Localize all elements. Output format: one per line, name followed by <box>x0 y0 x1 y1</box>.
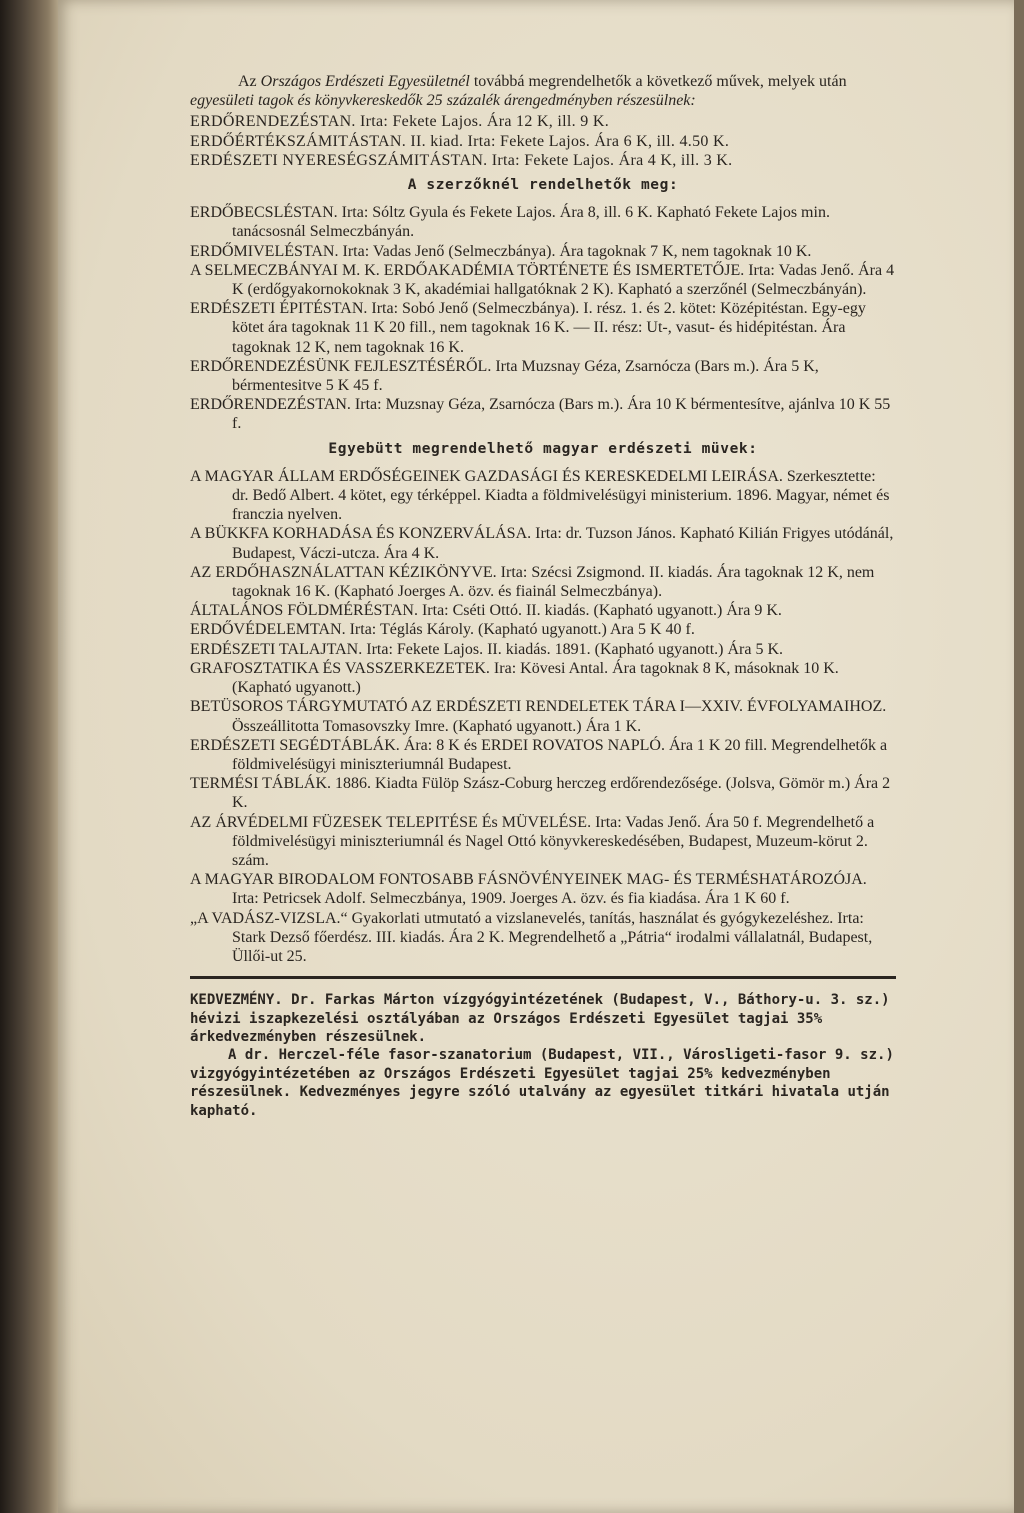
page-edge <box>1014 0 1024 1513</box>
book-entry: ERDÉSZETI SEGÉDTÁBLÁK. Ára: 8 K és ERDEI ROVATOS NAPLÓ. Ára 1 K 20 fill. Megrendelhetők a földmivelésügyi miniszteriumnál Budapest. <box>190 736 888 773</box>
book-entry: AZ ERDŐHASZNÁLATTAN KÉZIKÖNYVE. Irta: Szécsi Zsigmond. II. kiadás. Ára tagoknak 12 K, nem tagoknak 16 K. (Kapható Joerges A. özv. és fiainál Selmeczbánya). <box>190 563 875 601</box>
book-entry: ERDŐBECSLÉSTAN. Irta: Sóltz Gyula és Fekete Lajos. Ára 8, ill. 6 K. Kapható Fekete Lajos min. tanácsosnál Selmeczbányán. <box>190 204 830 241</box>
book-entry: ERDŐRENDEZÉSÜNK FEJLESZTÉSÉRŐL. Irta Muzsnay Géza, Zsarnócza (Bars m.). Ára 5 K, bérmentesitve 5 K 45 f. <box>190 357 819 395</box>
book-entry: A BÜKKFA KORHADÁSA ÉS KONZERVÁLÁSA. Irta: dr. Tuzson János. Kapható Kilián Frigyes utódánál, Budapest, Váczi-utcza. Ára 4 K. <box>190 525 894 562</box>
intro-society: Országos Erdészeti Egyesületnél <box>260 73 470 90</box>
book-entry: ERDŐRENDEZÉSTAN. Irta: Muzsnay Géza, Zsarnócza (Bars m.). Ára 10 K bérmentesítve, ajánlva 10 K 55 f. <box>190 396 891 433</box>
book-entry: BETÜSOROS TÁRGYMUTATÓ AZ ERDÉSZETI RENDELETEK TÁRA I—XXIV. ÉVFOLYAMAIHOZ. Összeállitotta Tomasovszky Imre. (Kapható ugyanott.) Ára 1 K. <box>190 698 887 735</box>
book-entry: AZ ÁRVÉDELMI FÜZESEK TELEPITÉSE És MÜVELÉSE. Irta: Vadas Jenő. Ára 50 f. Megrendelhető a földmivelésügyi miniszteriumnál és Nagel Ottó könyvkereskedésében, Budapest, Muzeum-körut 2. szám. <box>190 813 875 869</box>
book-entry: „A VADÁSZ-VIZSLA.“ Gyakorlati utmutató a vizslanevelés, tanítás, használat és gyógykezeléshez. Irta: Stark Dezső főerdész. III. kiadás. Ára 2 K. Megrendelhető a „Pátria“ irodalmi vállalatnál, Budapest, Üllői-ut 25. <box>190 909 873 965</box>
book-entry: ERDŐRENDEZÉSTAN. Irta: Fekete Lajos. Ára 12 K, ill. 9 K. <box>190 113 610 131</box>
intro-text: továbbá megrendelhetők a következő művek, melyek után <box>469 73 847 90</box>
book-entry: A MAGYAR ÁLLAM ERDŐSÉGEINEK GAZDASÁGI ÉS KERESKEDELMI LEIRÁSA. Szerkesztette: dr. Bedő Albert. 4 kötet, egy térképpel. Kiadta a földmivelésügyi ministerium. 1896. Magyar, német és franczia nyelven. <box>190 467 890 524</box>
discount-notice: A dr. Herczel-féle fasor-szanatorium (Budapest, VII., Városligeti-fasor 9. sz.) vizgyógyintézetében az Országos Erdészeti Egyesület tagjai 25% kedvezményben részesülnek. Kedvezményes jegyre szóló utalvány az egyesület titkári hivatala utján kapható. <box>190 1047 894 1119</box>
book-entry: TERMÉSI TÁBLÁK. 1886. Kiadta Fülöp Szász-Coburg herczeg erdőrendezősége. (Jolsva, Gömör m.) Ára 2 K. <box>190 775 891 812</box>
book-entry: ERDŐMIVELÉSTAN. Irta: Vadas Jenő (Selmeczbánya). Ára tagoknak 7 K, nem tagoknak 10 K. <box>190 242 812 260</box>
book-entry: A MAGYAR BIRODALOM FONTOSABB FÁSNÖVÉNYEINEK MAG- ÉS TERMÉSHATÁROZÓJA. Irta: Petricsek Adolf. Selmeczbánya, 1909. Joerges A. özv. és fia kiadása. Ára 1 K 60 f. <box>190 871 867 908</box>
book-entry: ERDŐÉRTÉKSZÁMITÁSTAN. II. kiad. Irta: Fekete Lajos. Ára 6 K, ill. 4.50 K. <box>190 132 730 150</box>
book-entry: ERDŐVÉDELEMTAN. Irta: Téglás Károly. (Kapható ugyanott.) Ara 5 K 40 f. <box>190 621 695 639</box>
section-heading: Egyebütt megrendelhető magyar erdészeti müvek: <box>328 440 758 457</box>
book-entry: ERDÉSZETI NYERESÉGSZÁMITÁSTAN. Irta: Fekete Lajos. Ára 4 K, ill. 3 K. <box>190 151 733 169</box>
section-heading: A szerzőknél rendelhetők meg: <box>407 177 679 194</box>
book-entry: ÁLTALÁNOS FÖLDMÉRÉSTAN. Irta: Cséti Ottó. II. kiadás. (Kapható ugyanott.) Ára 9 K. <box>190 602 782 620</box>
intro-text: Az <box>238 73 261 90</box>
divider-rule <box>190 976 896 979</box>
book-entry: ERDÉSZETI TALAJTAN. Irta: Fekete Lajos. II. kiadás. 1891. (Kapható ugyanott.) Ára 5 K. <box>190 640 783 658</box>
intro-paragraph <box>190 72 896 110</box>
intro-discount: egyesületi tagok és könyvkereskedők 25 százalék árengedményben részesülnek: <box>190 92 696 110</box>
book-entry: ERDÉSZETI ÉPITÉSTAN. Irta: Sobó Jenő (Selmeczbánya). I. rész. 1. és 2. kötet: Középitéstan. Egy-egy kötet ára tagoknak 11 K 20 fill., nem tagoknak 16 K. — II. rész: Ut-, vasut- és hidépitéstan. Ára tagoknak 12 K, nem tagoknak 16 K. <box>190 300 866 356</box>
book-entry: GRAFOSZTATIKA ÉS VASSZERKEZETEK. Ira: Kövesi Antal. Ára tagoknak 8 K, másoknak 10 K. (Kapható ugyanott.) <box>190 659 839 697</box>
book-binding <box>0 0 60 1513</box>
book-entry: A SELMECZBÁNYAI M. K. ERDŐAKADÉMIA TÖRTÉNETE ÉS ISMERTETŐJE. Irta: Vadas Jenő. Ára 4 K (erdőgyakornokoknak 3 K, akadémiai hallgatóknak 2 K). Kapható a szerzőnél (Selmeczbányán). <box>190 261 895 299</box>
page-content <box>190 72 896 1120</box>
discount-notice: KEDVEZMÉNY. Dr. Farkas Márton vízgyógyintézetének (Budapest, V., Báthory-u. 3. sz.) hévizi iszapkezelési osztályában az Országos Erdészeti Egyesület tagjai 35% árkedvezményben részesülnek. <box>190 992 890 1045</box>
